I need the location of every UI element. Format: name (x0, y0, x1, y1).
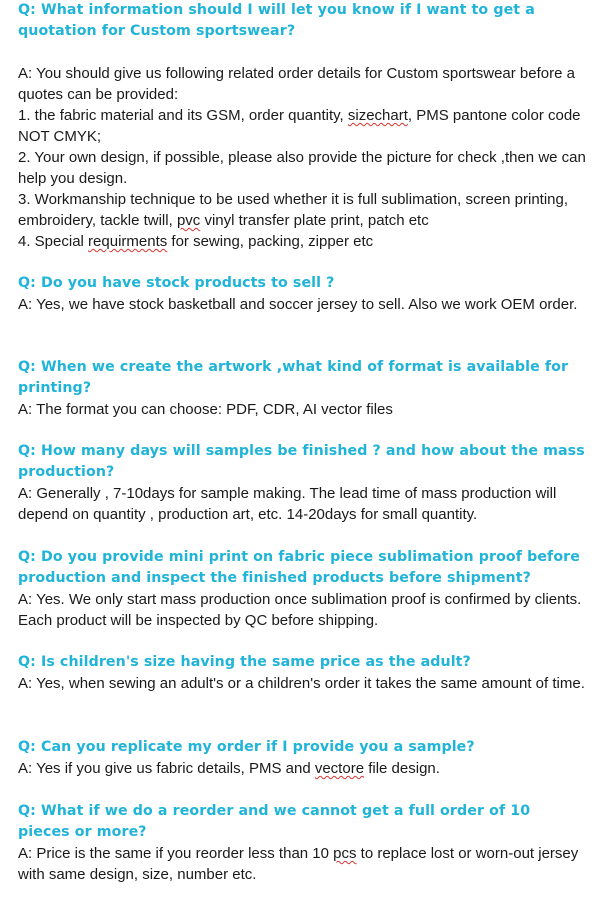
answer-point-4-text-a: 4. Special (18, 233, 89, 250)
faq-item-artwork-format (18, 357, 586, 420)
answer-reorder (18, 843, 586, 885)
answer-point-4-text-b: for sewing, packing, zipper etc (167, 233, 374, 250)
answer-point-2-text: 2. Your own design, if possible, please also provide the picture for check ,then we can help you design. (18, 149, 586, 187)
answer-point-3-text-a: 3. Workmanship technique to be used whether it is full sublimation, screen printing, embroidery, tackle twill, (18, 191, 569, 229)
question-reorder: Q: What if we do a reorder and we cannot get a full order of 10 pieces or more? (18, 803, 531, 840)
answer-replicate-order-text-a: A: Yes if you give us fabric details, PMS and (18, 760, 315, 777)
answer-children-size: A: Yes, when sewing an adult's or a children's order it takes the same amount of time. (18, 675, 585, 692)
question-print-proof: Q: Do you provide mini print on fabric piece sublimation proof before production and inspect the finished products before shipment? (18, 549, 580, 586)
answer-point-2 (18, 147, 586, 189)
answer-point-4 (18, 231, 586, 252)
answer-reorder-text-a: A: Price is the same if you reorder less than 10 (18, 845, 334, 862)
answer-point-1-text-b: , PMS pantone color code NOT CMYK; (18, 107, 581, 145)
spellcheck-word-pvc: pvc (176, 212, 201, 229)
question-children-size: Q: Is children's size having the same price as the adult? (18, 654, 471, 670)
question-quotation: Q: What information should I will let you know if I want to get a quotation for Custom sportswear? (18, 2, 535, 39)
answer-print-proof: A: Yes. We only start mass production once sublimation proof is confirmed by clients. Each product will be inspected by QC before shipping. (18, 591, 582, 629)
answer-artwork-format: A: The format you can choose: PDF, CDR, AI vector files (18, 401, 393, 418)
answer-point-3-text-b: vinyl transfer plate print, patch etc (200, 212, 429, 229)
answer-replicate-order-text-b: file design. (364, 760, 440, 777)
spellcheck-word-sizechart: sizechart (347, 107, 408, 124)
answer-point-3 (18, 189, 586, 231)
faq-item-quotation (18, 0, 586, 252)
spellcheck-word-requirments: requirments (88, 233, 168, 250)
answer-stock: A: Yes, we have stock basketball and soccer jersey to sell. Also we work OEM order. (18, 296, 578, 313)
answer-reorder-text-b: to replace lost or worn-out jersey with same design, size, number etc. (18, 845, 579, 883)
spellcheck-word-pcs: pcs (333, 845, 357, 862)
faq-item-reorder (18, 801, 586, 885)
question-sample-days: Q: How many days will samples be finished ? and how about the mass production? (18, 443, 585, 480)
spellcheck-word-vectore: vectore (314, 760, 365, 777)
answer-point-1 (18, 105, 586, 147)
faq-item-stock (18, 273, 586, 315)
faq-item-replicate-order (18, 737, 586, 779)
answer-point-1-text-a: 1. the fabric material and its GSM, order quantity, (18, 107, 348, 124)
question-replicate-order: Q: Can you replicate my order if I provide you a sample? (18, 739, 475, 755)
faq-item-sample-days (18, 441, 586, 525)
answer-quotation-intro: A: You should give us following related order details for Custom sportswear before a quotes can be provided: (18, 65, 575, 103)
answer-replicate-order (18, 758, 586, 779)
question-artwork-format: Q: When we create the artwork ,what kind of format is available for printing? (18, 359, 569, 396)
faq-item-children-size (18, 652, 586, 694)
faq-item-print-proof (18, 547, 586, 631)
answer-sample-days: A: Generally , 7-10days for sample making. The lead time of mass production will depend on quantity , production art, etc. 14-20days for small quantity. (18, 485, 557, 523)
question-stock: Q: Do you have stock products to sell ? (18, 275, 335, 291)
